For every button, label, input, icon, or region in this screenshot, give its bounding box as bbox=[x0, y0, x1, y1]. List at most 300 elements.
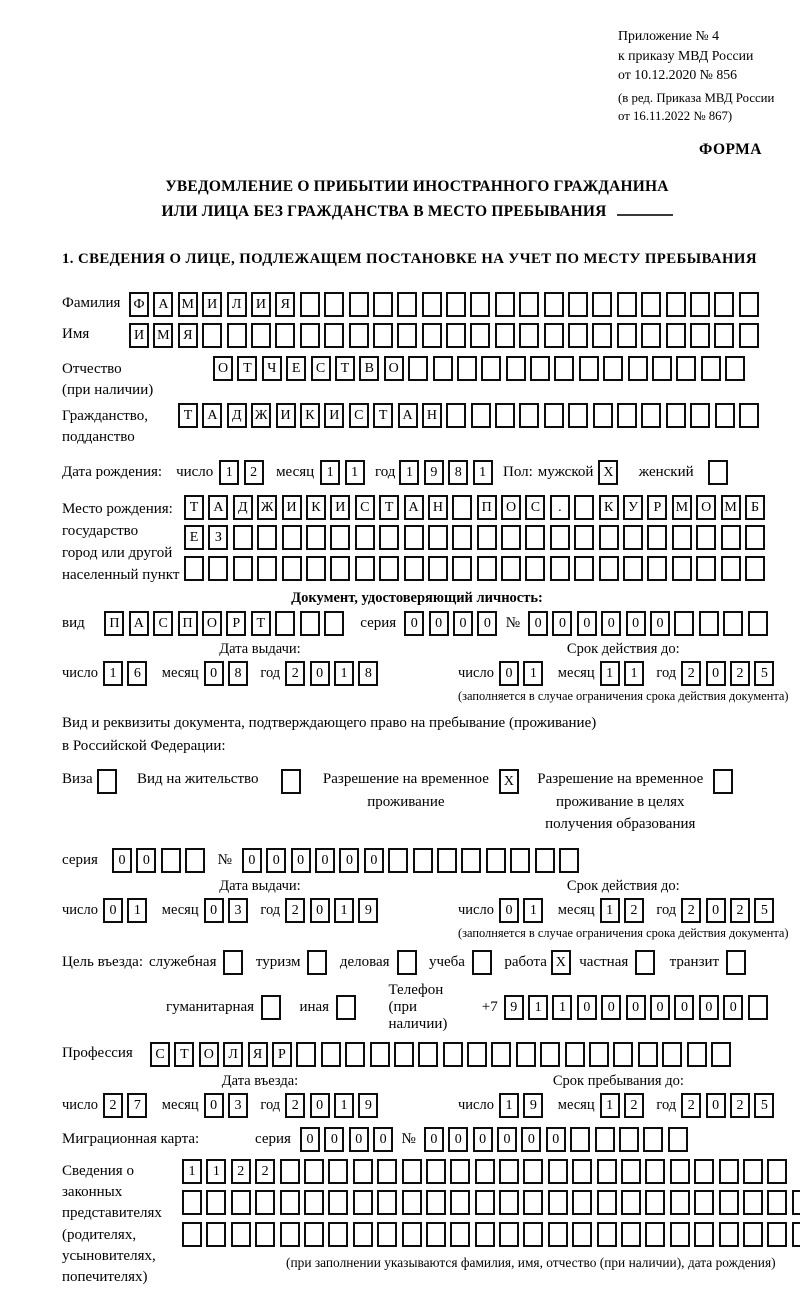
checkbox-tourism-cell[interactable] bbox=[307, 950, 327, 975]
char-cell[interactable] bbox=[300, 323, 320, 348]
char-cell[interactable]: С bbox=[525, 495, 545, 520]
char-cell[interactable]: К bbox=[599, 495, 619, 520]
char-cell[interactable]: 2 bbox=[730, 661, 750, 686]
char-cell[interactable] bbox=[696, 556, 716, 581]
char-cell[interactable] bbox=[711, 1042, 731, 1067]
char-cell[interactable]: 1 bbox=[334, 1093, 354, 1118]
char-cell[interactable]: Т bbox=[184, 495, 204, 520]
char-cell[interactable] bbox=[559, 848, 579, 873]
char-cell[interactable]: 0 bbox=[112, 848, 132, 873]
char-cell[interactable]: 0 bbox=[699, 995, 719, 1020]
char-cell[interactable]: К bbox=[306, 495, 326, 520]
char-cell[interactable]: 1 bbox=[523, 661, 543, 686]
char-cell[interactable] bbox=[296, 1042, 316, 1067]
char-cell[interactable]: 0 bbox=[136, 848, 156, 873]
char-cell[interactable] bbox=[617, 403, 637, 428]
checkbox-transit-cell[interactable] bbox=[726, 950, 746, 975]
char-cell[interactable] bbox=[662, 1042, 682, 1067]
char-cell[interactable] bbox=[452, 556, 472, 581]
char-cell[interactable]: О bbox=[213, 356, 233, 381]
char-cell[interactable]: М bbox=[153, 323, 173, 348]
char-cell[interactable]: 0 bbox=[404, 611, 424, 636]
char-cell[interactable]: Т bbox=[174, 1042, 194, 1067]
char-cell[interactable]: 9 bbox=[424, 460, 444, 485]
checkbox-visa-cell[interactable] bbox=[97, 769, 117, 794]
char-cell[interactable] bbox=[574, 495, 594, 520]
char-cell[interactable]: Е bbox=[184, 525, 204, 550]
checkbox-humanitarian-cell[interactable] bbox=[261, 995, 281, 1020]
char-cell[interactable]: 0 bbox=[521, 1127, 541, 1152]
char-cell[interactable]: 0 bbox=[103, 898, 123, 923]
char-cell[interactable] bbox=[251, 323, 271, 348]
char-cell[interactable] bbox=[233, 556, 253, 581]
char-cell[interactable]: 0 bbox=[310, 1093, 330, 1118]
char-cell[interactable] bbox=[491, 1042, 511, 1067]
char-cell[interactable] bbox=[548, 1190, 568, 1215]
char-cell[interactable]: 5 bbox=[754, 1093, 774, 1118]
char-cell[interactable]: Л bbox=[227, 292, 247, 317]
char-cell[interactable] bbox=[544, 323, 564, 348]
char-cell[interactable]: З bbox=[208, 525, 228, 550]
char-cell[interactable] bbox=[300, 611, 320, 636]
char-cell[interactable]: 0 bbox=[310, 661, 330, 686]
char-cell[interactable] bbox=[525, 525, 545, 550]
char-cell[interactable]: 2 bbox=[730, 898, 750, 923]
char-cell[interactable]: И bbox=[129, 323, 149, 348]
char-cell[interactable] bbox=[486, 848, 506, 873]
char-cell[interactable] bbox=[570, 1127, 590, 1152]
char-cell[interactable] bbox=[377, 1190, 397, 1215]
char-cell[interactable]: Ж bbox=[251, 403, 271, 428]
checkbox-study-cell[interactable] bbox=[472, 950, 492, 975]
char-cell[interactable]: 0 bbox=[499, 661, 519, 686]
char-cell[interactable] bbox=[373, 292, 393, 317]
char-cell[interactable] bbox=[477, 525, 497, 550]
char-cell[interactable] bbox=[481, 356, 501, 381]
char-cell[interactable]: 3 bbox=[228, 898, 248, 923]
char-cell[interactable]: А bbox=[153, 292, 173, 317]
char-cell[interactable] bbox=[641, 292, 661, 317]
char-cell[interactable]: Я bbox=[248, 1042, 268, 1067]
char-cell[interactable] bbox=[721, 525, 741, 550]
char-cell[interactable] bbox=[324, 323, 344, 348]
char-cell[interactable] bbox=[255, 1190, 275, 1215]
char-cell[interactable] bbox=[208, 556, 228, 581]
char-cell[interactable]: 0 bbox=[204, 661, 224, 686]
char-cell[interactable]: Т bbox=[178, 403, 198, 428]
char-cell[interactable] bbox=[523, 1190, 543, 1215]
char-cell[interactable] bbox=[550, 525, 570, 550]
char-cell[interactable] bbox=[748, 611, 768, 636]
char-cell[interactable]: О bbox=[384, 356, 404, 381]
char-cell[interactable]: 7 bbox=[127, 1093, 147, 1118]
char-cell[interactable] bbox=[595, 1127, 615, 1152]
char-cell[interactable]: Р bbox=[272, 1042, 292, 1067]
char-cell[interactable]: Д bbox=[233, 495, 253, 520]
char-cell[interactable] bbox=[574, 556, 594, 581]
char-cell[interactable] bbox=[397, 292, 417, 317]
char-cell[interactable] bbox=[377, 1222, 397, 1247]
char-cell[interactable] bbox=[745, 525, 765, 550]
char-cell[interactable]: Н bbox=[428, 495, 448, 520]
char-cell[interactable]: 0 bbox=[552, 611, 572, 636]
char-cell[interactable] bbox=[666, 403, 686, 428]
char-cell[interactable] bbox=[638, 1042, 658, 1067]
char-cell[interactable] bbox=[446, 292, 466, 317]
char-cell[interactable] bbox=[535, 848, 555, 873]
char-cell[interactable]: 0 bbox=[528, 611, 548, 636]
char-cell[interactable] bbox=[617, 292, 637, 317]
char-cell[interactable]: 3 bbox=[228, 1093, 248, 1118]
char-cell[interactable] bbox=[428, 556, 448, 581]
char-cell[interactable]: 0 bbox=[324, 1127, 344, 1152]
char-cell[interactable]: Н bbox=[422, 403, 442, 428]
char-cell[interactable] bbox=[324, 292, 344, 317]
char-cell[interactable] bbox=[495, 323, 515, 348]
char-cell[interactable] bbox=[280, 1190, 300, 1215]
char-cell[interactable]: 6 bbox=[127, 661, 147, 686]
char-cell[interactable]: О bbox=[199, 1042, 219, 1067]
char-cell[interactable]: 8 bbox=[448, 460, 468, 485]
char-cell[interactable] bbox=[613, 1042, 633, 1067]
char-cell[interactable]: 2 bbox=[624, 898, 644, 923]
char-cell[interactable] bbox=[767, 1190, 787, 1215]
char-cell[interactable] bbox=[257, 525, 277, 550]
char-cell[interactable] bbox=[506, 356, 526, 381]
char-cell[interactable]: 5 bbox=[754, 898, 774, 923]
char-cell[interactable] bbox=[572, 1222, 592, 1247]
char-cell[interactable] bbox=[690, 403, 710, 428]
char-cell[interactable] bbox=[206, 1190, 226, 1215]
char-cell[interactable]: 2 bbox=[244, 460, 264, 485]
char-cell[interactable] bbox=[719, 1222, 739, 1247]
char-cell[interactable]: 5 bbox=[754, 661, 774, 686]
char-cell[interactable]: 0 bbox=[429, 611, 449, 636]
char-cell[interactable]: 2 bbox=[730, 1093, 750, 1118]
char-cell[interactable] bbox=[674, 611, 694, 636]
char-cell[interactable]: 2 bbox=[285, 898, 305, 923]
char-cell[interactable] bbox=[599, 556, 619, 581]
char-cell[interactable]: 1 bbox=[182, 1159, 202, 1184]
char-cell[interactable] bbox=[792, 1190, 800, 1215]
char-cell[interactable]: 0 bbox=[546, 1127, 566, 1152]
char-cell[interactable] bbox=[641, 403, 661, 428]
char-cell[interactable] bbox=[599, 525, 619, 550]
char-cell[interactable] bbox=[257, 556, 277, 581]
char-cell[interactable] bbox=[647, 556, 667, 581]
char-cell[interactable] bbox=[643, 1127, 663, 1152]
char-cell[interactable]: 1 bbox=[624, 661, 644, 686]
checkbox-sex-female-cell[interactable] bbox=[708, 460, 728, 485]
char-cell[interactable] bbox=[353, 1190, 373, 1215]
char-cell[interactable]: 9 bbox=[504, 995, 524, 1020]
char-cell[interactable] bbox=[687, 1042, 707, 1067]
char-cell[interactable]: С bbox=[150, 1042, 170, 1067]
char-cell[interactable]: Т bbox=[335, 356, 355, 381]
char-cell[interactable] bbox=[185, 848, 205, 873]
checkbox-other-cell[interactable] bbox=[336, 995, 356, 1020]
char-cell[interactable]: В bbox=[359, 356, 379, 381]
char-cell[interactable] bbox=[255, 1222, 275, 1247]
char-cell[interactable] bbox=[714, 323, 734, 348]
checkbox-work-cell[interactable]: X bbox=[551, 950, 571, 975]
char-cell[interactable]: 0 bbox=[204, 898, 224, 923]
char-cell[interactable] bbox=[394, 1042, 414, 1067]
char-cell[interactable] bbox=[668, 1127, 688, 1152]
char-cell[interactable] bbox=[433, 356, 453, 381]
char-cell[interactable] bbox=[231, 1222, 251, 1247]
char-cell[interactable] bbox=[548, 1222, 568, 1247]
char-cell[interactable] bbox=[408, 356, 428, 381]
char-cell[interactable]: О bbox=[202, 611, 222, 636]
char-cell[interactable]: С bbox=[311, 356, 331, 381]
char-cell[interactable] bbox=[353, 1222, 373, 1247]
char-cell[interactable] bbox=[592, 292, 612, 317]
char-cell[interactable] bbox=[672, 556, 692, 581]
char-cell[interactable] bbox=[452, 525, 472, 550]
char-cell[interactable] bbox=[388, 848, 408, 873]
char-cell[interactable]: И bbox=[251, 292, 271, 317]
char-cell[interactable]: 1 bbox=[528, 995, 548, 1020]
char-cell[interactable]: 8 bbox=[358, 661, 378, 686]
char-cell[interactable]: 0 bbox=[674, 995, 694, 1020]
char-cell[interactable] bbox=[690, 323, 710, 348]
char-cell[interactable] bbox=[373, 323, 393, 348]
char-cell[interactable] bbox=[540, 1042, 560, 1067]
char-cell[interactable]: Р bbox=[647, 495, 667, 520]
char-cell[interactable]: 1 bbox=[499, 1093, 519, 1118]
char-cell[interactable] bbox=[745, 556, 765, 581]
char-cell[interactable]: 0 bbox=[339, 848, 359, 873]
char-cell[interactable] bbox=[530, 356, 550, 381]
char-cell[interactable] bbox=[300, 292, 320, 317]
char-cell[interactable]: 2 bbox=[681, 1093, 701, 1118]
char-cell[interactable] bbox=[349, 323, 369, 348]
char-cell[interactable] bbox=[446, 403, 466, 428]
char-cell[interactable]: С bbox=[349, 403, 369, 428]
char-cell[interactable] bbox=[519, 403, 539, 428]
char-cell[interactable]: 1 bbox=[600, 898, 620, 923]
char-cell[interactable]: 0 bbox=[291, 848, 311, 873]
char-cell[interactable] bbox=[402, 1190, 422, 1215]
char-cell[interactable] bbox=[619, 1127, 639, 1152]
char-cell[interactable]: . bbox=[550, 495, 570, 520]
char-cell[interactable] bbox=[739, 292, 759, 317]
char-cell[interactable]: 2 bbox=[255, 1159, 275, 1184]
char-cell[interactable]: И bbox=[324, 403, 344, 428]
char-cell[interactable]: 0 bbox=[453, 611, 473, 636]
char-cell[interactable] bbox=[275, 611, 295, 636]
char-cell[interactable] bbox=[510, 848, 530, 873]
char-cell[interactable] bbox=[452, 495, 472, 520]
char-cell[interactable]: 2 bbox=[681, 661, 701, 686]
char-cell[interactable]: 2 bbox=[681, 898, 701, 923]
char-cell[interactable] bbox=[477, 556, 497, 581]
char-cell[interactable] bbox=[723, 611, 743, 636]
char-cell[interactable] bbox=[641, 323, 661, 348]
char-cell[interactable]: М bbox=[672, 495, 692, 520]
char-cell[interactable]: С bbox=[153, 611, 173, 636]
char-cell[interactable] bbox=[426, 1222, 446, 1247]
char-cell[interactable] bbox=[422, 292, 442, 317]
char-cell[interactable] bbox=[544, 292, 564, 317]
char-cell[interactable] bbox=[324, 611, 344, 636]
char-cell[interactable]: 0 bbox=[601, 611, 621, 636]
char-cell[interactable] bbox=[743, 1222, 763, 1247]
char-cell[interactable] bbox=[523, 1222, 543, 1247]
char-cell[interactable] bbox=[597, 1190, 617, 1215]
char-cell[interactable] bbox=[418, 1042, 438, 1067]
char-cell[interactable] bbox=[397, 323, 417, 348]
char-cell[interactable] bbox=[202, 323, 222, 348]
char-cell[interactable]: 0 bbox=[706, 898, 726, 923]
char-cell[interactable]: Ф bbox=[129, 292, 149, 317]
char-cell[interactable]: 1 bbox=[345, 460, 365, 485]
char-cell[interactable] bbox=[645, 1222, 665, 1247]
char-cell[interactable]: 9 bbox=[358, 898, 378, 923]
char-cell[interactable] bbox=[603, 356, 623, 381]
char-cell[interactable]: 0 bbox=[315, 848, 335, 873]
char-cell[interactable]: 0 bbox=[499, 898, 519, 923]
char-cell[interactable]: Ч bbox=[262, 356, 282, 381]
char-cell[interactable] bbox=[652, 356, 672, 381]
checkbox-sex-male-cell[interactable]: X bbox=[598, 460, 618, 485]
char-cell[interactable] bbox=[767, 1222, 787, 1247]
char-cell[interactable] bbox=[568, 323, 588, 348]
char-cell[interactable]: М bbox=[721, 495, 741, 520]
char-cell[interactable] bbox=[495, 403, 515, 428]
char-cell[interactable]: 1 bbox=[399, 460, 419, 485]
char-cell[interactable] bbox=[306, 556, 326, 581]
char-cell[interactable] bbox=[231, 1190, 251, 1215]
char-cell[interactable] bbox=[304, 1190, 324, 1215]
char-cell[interactable] bbox=[404, 525, 424, 550]
char-cell[interactable] bbox=[330, 525, 350, 550]
char-cell[interactable]: У bbox=[623, 495, 643, 520]
char-cell[interactable] bbox=[501, 556, 521, 581]
char-cell[interactable]: 0 bbox=[577, 995, 597, 1020]
char-cell[interactable]: 0 bbox=[473, 1127, 493, 1152]
char-cell[interactable] bbox=[699, 611, 719, 636]
char-cell[interactable] bbox=[475, 1190, 495, 1215]
char-cell[interactable] bbox=[701, 356, 721, 381]
char-cell[interactable] bbox=[499, 1190, 519, 1215]
char-cell[interactable]: 1 bbox=[600, 1093, 620, 1118]
char-cell[interactable] bbox=[516, 1042, 536, 1067]
char-cell[interactable] bbox=[647, 525, 667, 550]
char-cell[interactable]: 0 bbox=[266, 848, 286, 873]
char-cell[interactable]: 1 bbox=[127, 898, 147, 923]
char-cell[interactable] bbox=[422, 323, 442, 348]
char-cell[interactable]: Р bbox=[226, 611, 246, 636]
char-cell[interactable]: 0 bbox=[577, 611, 597, 636]
char-cell[interactable]: 0 bbox=[601, 995, 621, 1020]
char-cell[interactable] bbox=[495, 292, 515, 317]
char-cell[interactable] bbox=[475, 1222, 495, 1247]
char-cell[interactable]: 0 bbox=[364, 848, 384, 873]
char-cell[interactable] bbox=[645, 1190, 665, 1215]
char-cell[interactable]: 2 bbox=[103, 1093, 123, 1118]
char-cell[interactable] bbox=[725, 356, 745, 381]
char-cell[interactable] bbox=[404, 556, 424, 581]
char-cell[interactable] bbox=[579, 356, 599, 381]
char-cell[interactable] bbox=[182, 1222, 202, 1247]
char-cell[interactable]: И bbox=[202, 292, 222, 317]
checkbox-business-cell[interactable] bbox=[397, 950, 417, 975]
char-cell[interactable] bbox=[461, 848, 481, 873]
char-cell[interactable] bbox=[443, 1042, 463, 1067]
char-cell[interactable]: 0 bbox=[706, 661, 726, 686]
char-cell[interactable] bbox=[792, 1222, 800, 1247]
char-cell[interactable] bbox=[450, 1190, 470, 1215]
char-cell[interactable] bbox=[501, 525, 521, 550]
char-cell[interactable]: 0 bbox=[626, 995, 646, 1020]
char-cell[interactable] bbox=[471, 403, 491, 428]
char-cell[interactable]: О bbox=[696, 495, 716, 520]
char-cell[interactable]: Т bbox=[237, 356, 257, 381]
char-cell[interactable]: 0 bbox=[204, 1093, 224, 1118]
char-cell[interactable]: 1 bbox=[600, 661, 620, 686]
char-cell[interactable]: Е bbox=[286, 356, 306, 381]
char-cell[interactable] bbox=[574, 525, 594, 550]
char-cell[interactable]: Т bbox=[379, 495, 399, 520]
char-cell[interactable]: А bbox=[129, 611, 149, 636]
char-cell[interactable] bbox=[670, 1190, 690, 1215]
char-cell[interactable]: 1 bbox=[334, 898, 354, 923]
char-cell[interactable] bbox=[328, 1190, 348, 1215]
char-cell[interactable] bbox=[450, 1222, 470, 1247]
char-cell[interactable] bbox=[670, 1222, 690, 1247]
char-cell[interactable] bbox=[321, 1042, 341, 1067]
char-cell[interactable] bbox=[161, 848, 181, 873]
char-cell[interactable] bbox=[623, 556, 643, 581]
char-cell[interactable] bbox=[621, 1222, 641, 1247]
char-cell[interactable]: А bbox=[404, 495, 424, 520]
char-cell[interactable]: 1 bbox=[206, 1159, 226, 1184]
char-cell[interactable]: 0 bbox=[626, 611, 646, 636]
char-cell[interactable]: 1 bbox=[320, 460, 340, 485]
char-cell[interactable] bbox=[206, 1222, 226, 1247]
char-cell[interactable] bbox=[355, 556, 375, 581]
char-cell[interactable]: П bbox=[477, 495, 497, 520]
char-cell[interactable]: 0 bbox=[650, 611, 670, 636]
char-cell[interactable] bbox=[467, 1042, 487, 1067]
char-cell[interactable]: 0 bbox=[349, 1127, 369, 1152]
char-cell[interactable] bbox=[282, 525, 302, 550]
char-cell[interactable]: 0 bbox=[242, 848, 262, 873]
char-cell[interactable] bbox=[676, 356, 696, 381]
checkbox-temp-residence-education-cell[interactable] bbox=[713, 769, 733, 794]
char-cell[interactable]: Ж bbox=[257, 495, 277, 520]
char-cell[interactable]: Т bbox=[251, 611, 271, 636]
char-cell[interactable]: Б bbox=[745, 495, 765, 520]
char-cell[interactable] bbox=[572, 1190, 592, 1215]
char-cell[interactable]: М bbox=[178, 292, 198, 317]
char-cell[interactable]: И bbox=[276, 403, 296, 428]
char-cell[interactable] bbox=[345, 1042, 365, 1067]
char-cell[interactable]: 2 bbox=[285, 661, 305, 686]
char-cell[interactable] bbox=[621, 1190, 641, 1215]
char-cell[interactable] bbox=[304, 1222, 324, 1247]
char-cell[interactable]: И bbox=[330, 495, 350, 520]
char-cell[interactable] bbox=[719, 1190, 739, 1215]
char-cell[interactable] bbox=[690, 292, 710, 317]
char-cell[interactable] bbox=[402, 1222, 422, 1247]
char-cell[interactable]: 0 bbox=[448, 1127, 468, 1152]
char-cell[interactable]: 0 bbox=[723, 995, 743, 1020]
char-cell[interactable] bbox=[370, 1042, 390, 1067]
char-cell[interactable] bbox=[275, 323, 295, 348]
